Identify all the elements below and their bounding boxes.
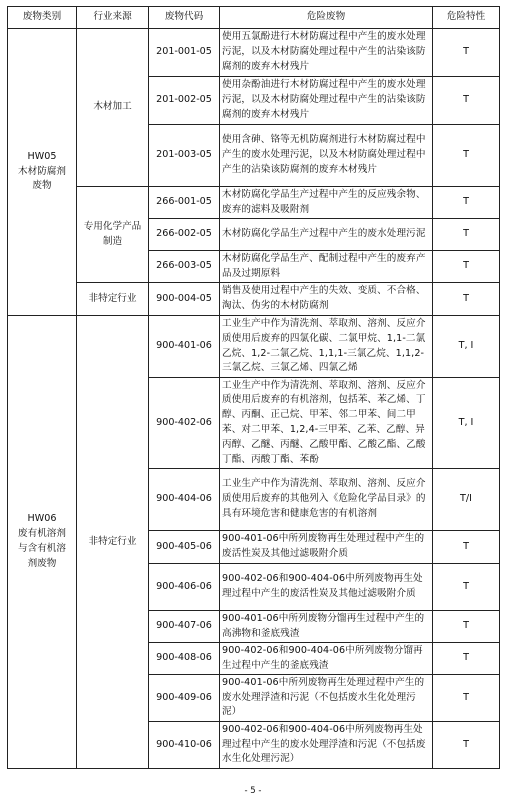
code-cell: 266-002-05 [149,219,220,251]
description-cell: 木材防腐化学品生产、配制过程中产生的废弃产品及过期原料 [220,251,433,283]
table-row [8,187,500,219]
hazard-cell: T [433,125,500,187]
source-cell-chemical-manufacturing: 专用化学产品制造 [77,187,149,283]
description-cell: 900-401-06中所列废物再生处理过程中产生的废活性炭及其他过滤吸附介质 [220,531,433,564]
description-cell: 使用五氯酚进行木材防腐过程中产生的废水处理污泥，以及木材防腐处理过程中产生的沾染该防腐剂的废弃木材残片 [220,29,433,77]
code-cell: 900-405-06 [149,531,220,564]
hazard-cell: T [433,643,500,675]
code-cell: 900-404-06 [149,469,220,531]
code-cell: 900-409-06 [149,675,220,722]
hazard-cell: T, I [433,316,500,378]
code-cell: 900-406-06 [149,564,220,611]
category-cell-hw06: HW06 废有机溶剂 与含有机溶 剂废物 [8,316,77,769]
header-hazard-property: 危险特性 [433,7,500,29]
description-cell: 900-401-06中所列废物分馏再生过程中产生的高沸物和釜底残渣 [220,611,433,643]
hazard-cell: T [433,564,500,611]
hazard-cell: T, I [433,378,500,469]
hazard-cell: T [433,187,500,219]
hazard-cell: T/I [433,469,500,531]
description-cell: 工业生产中作为清洗剂、萃取剂、溶剂、反应介质使用后废弃的四氯化碳、二氯甲烷、1,1-二氯乙烷、1,2-二氯乙烷、1,1,1-三氯乙烷、1,1,2-三氯乙烷、三氯乙烯、四氯乙烯 [220,316,433,378]
category-cell-hw05: HW05 木材防腐剂 废物 [8,29,77,316]
code-cell: 900-408-06 [149,643,220,675]
table-header-row [8,7,500,29]
description-cell: 使用杂酚油进行木材防腐过程中产生的废水处理污泥，以及木材防腐处理过程中产生的沾染该防腐剂的废弃木材残片 [220,77,433,125]
header-waste-category: 废物类别 [8,7,77,29]
hazard-cell: T [433,77,500,125]
source-cell-non-specific: 非特定行业 [77,283,149,316]
hazard-cell: T [433,611,500,643]
code-cell: 201-002-05 [149,77,220,125]
code-cell: 900-410-06 [149,722,220,769]
header-hazardous-waste: 危险废物 [220,7,433,29]
code-cell: 201-001-05 [149,29,220,77]
hazard-cell: T [433,722,500,769]
description-cell: 工业生产中作为清洗剂、萃取剂、溶剂、反应介质使用后废弃的有机溶剂，包括苯、苯乙烯、丁醇、丙酮、正己烷、甲苯、邻二甲苯、间二甲苯、对二甲苯、1,2,4-三甲苯、乙苯、乙醇、异丙醇、乙醚、丙醚、乙酸甲酯、乙酸乙酯、乙酸丁酯、丙酸丁酯、苯酚 [220,378,433,469]
hazard-cell: T [433,531,500,564]
hazard-cell: T [433,675,500,722]
description-cell: 900-401-06中所列废物再生处理过程中产生的废水处理浮渣和污泥（不包括废水生化处理污泥） [220,675,433,722]
description-cell: 900-402-06和900-404-06中所列废物分馏再生过程中产生的釜底残渣 [220,643,433,675]
source-cell-wood-processing: 木材加工 [77,29,149,187]
table-row [8,29,500,77]
description-cell: 900-402-06和900-404-06中所列废物再生处理过程中产生的废水处理浮渣和污泥（不包括废水生化处理污泥） [220,722,433,769]
code-cell: 900-004-05 [149,283,220,316]
code-cell: 266-001-05 [149,187,220,219]
header-waste-code: 废物代码 [149,7,220,29]
description-cell: 使用含砷、铬等无机防腐剂进行木材防腐过程中产生的废水处理污泥，以及木材防腐处理过程中产生的沾染该防腐剂的废弃木材残片 [220,125,433,187]
hazardous-waste-table [7,6,500,769]
header-industry-source: 行业来源 [77,7,149,29]
description-cell: 900-402-06和900-404-06中所列废物再生处理过程中产生的废活性炭及其他过滤吸附介质 [220,564,433,611]
hazard-cell: T [433,283,500,316]
table-row [8,283,500,316]
hazard-cell: T [433,29,500,77]
page-number: - 5 - [244,786,262,796]
description-cell: 木材防腐化学品生产过程中产生的反应残余物、废弃的滤料及吸附剂 [220,187,433,219]
code-cell: 900-407-06 [149,611,220,643]
hazard-cell: T [433,251,500,283]
table-row [8,316,500,378]
hazard-cell: T [433,219,500,251]
code-cell: 900-402-06 [149,378,220,469]
description-cell: 销售及使用过程中产生的失效、变质、不合格、淘汰、伪劣的木材防腐剂 [220,283,433,316]
description-cell: 工业生产中作为清洗剂、萃取剂、溶剂、反应介质使用后废弃的其他列入《危险化学品目录》的具有环境危害和健康危害的有机溶剂 [220,469,433,531]
code-cell: 201-003-05 [149,125,220,187]
code-cell: 900-401-06 [149,316,220,378]
source-cell-non-specific: 非特定行业 [77,316,149,769]
description-cell: 木材防腐化学品生产过程中产生的废水处理污泥 [220,219,433,251]
code-cell: 266-003-05 [149,251,220,283]
